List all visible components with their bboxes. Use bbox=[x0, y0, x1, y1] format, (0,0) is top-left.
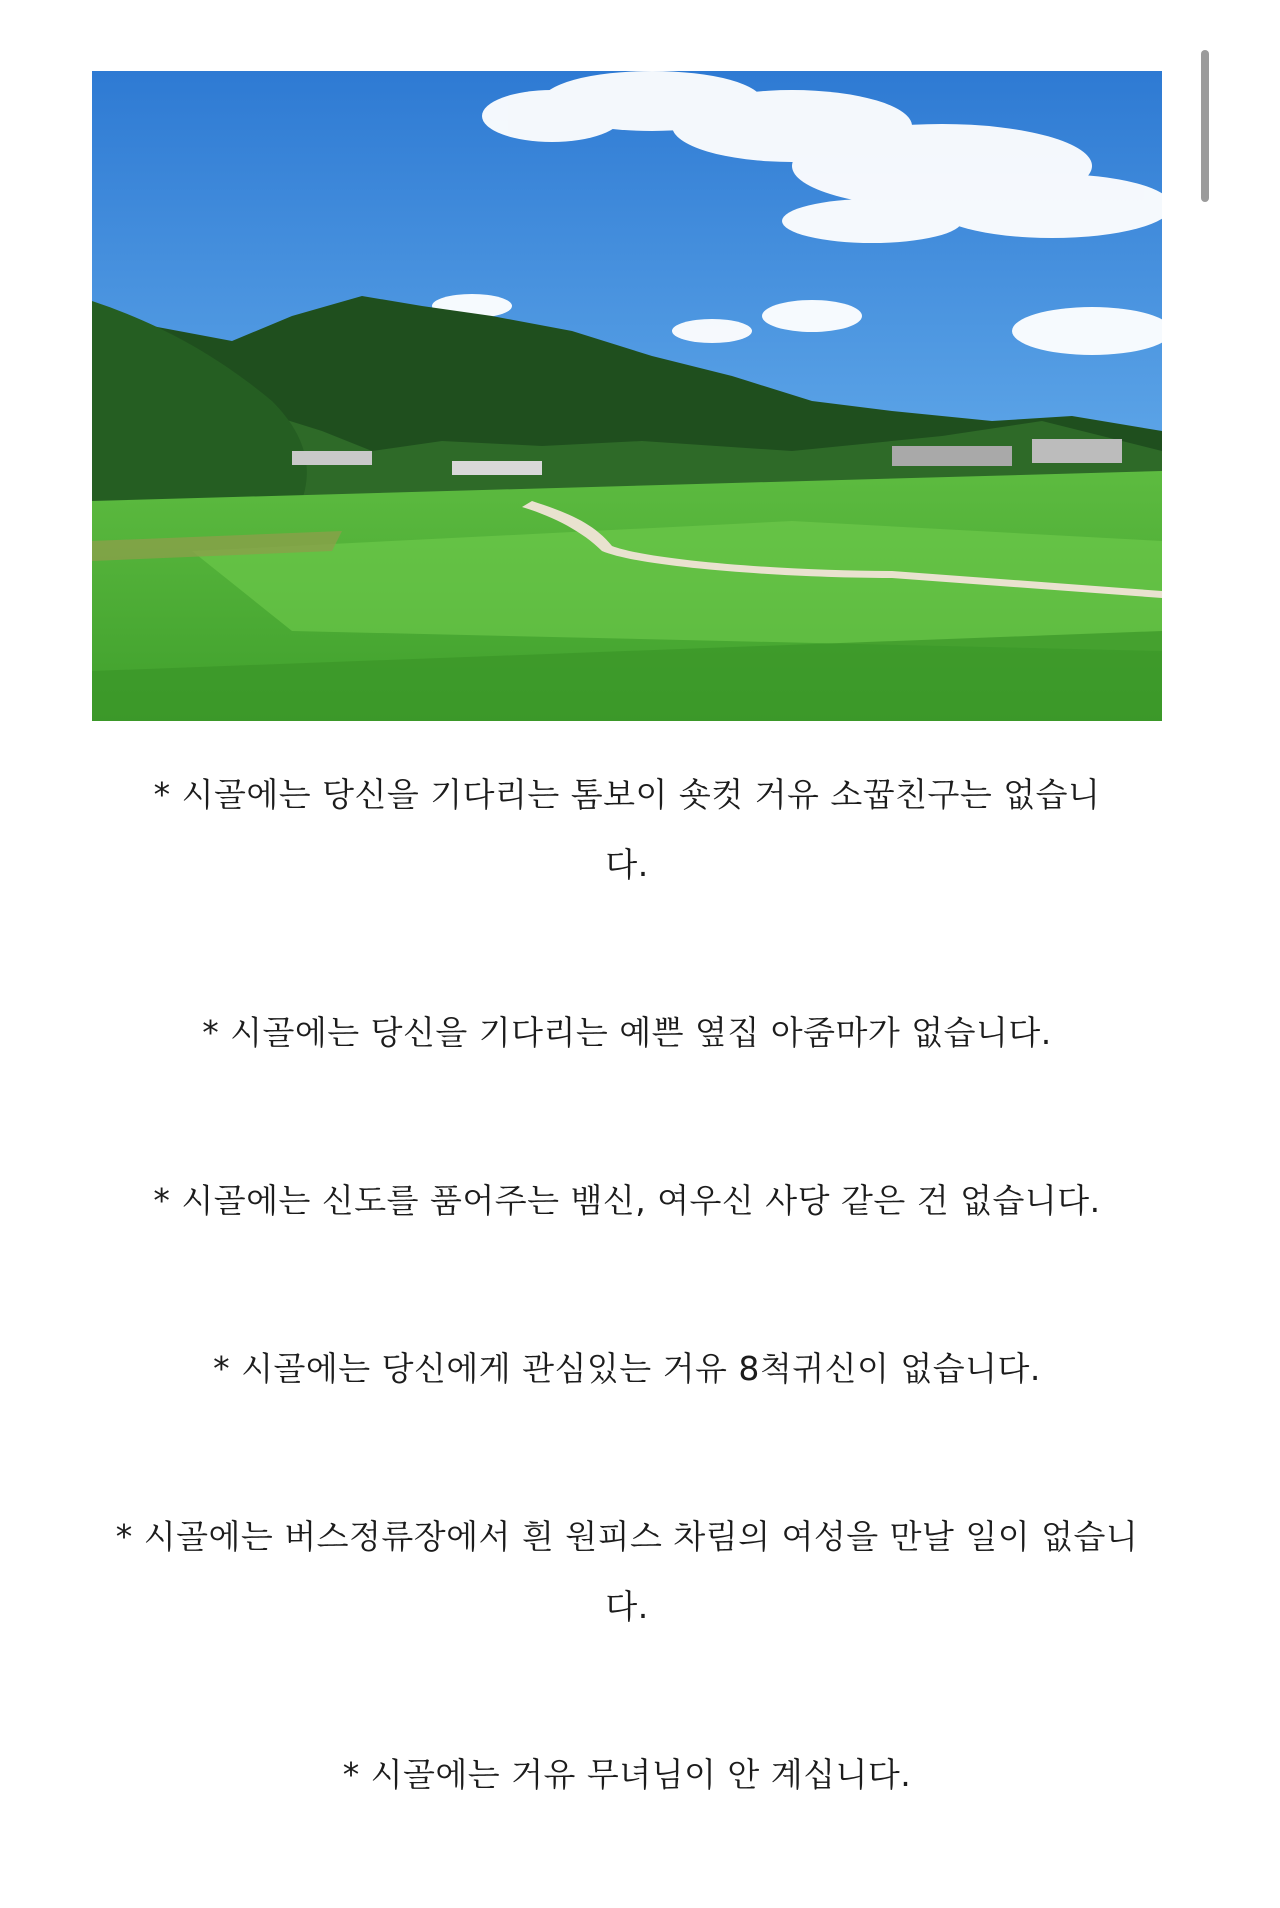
notes-list bbox=[92, 760, 1162, 1908]
countryside-landscape-photo bbox=[92, 71, 1162, 721]
note-1: * 시골에는 당신을 기다리는 톰보이 숏컷 거유 소꿉친구는 없습니다. bbox=[153, 775, 1101, 884]
note-5: * 시골에는 버스정류장에서 흰 원피스 차림의 여성을 만날 일이 없습니다. bbox=[115, 1517, 1139, 1626]
note-3: * 시골에는 신도를 품어주는 뱀신, 여우신 사당 같은 건 없습니다. bbox=[153, 1181, 1101, 1220]
note-2: * 시골에는 당신을 기다리는 예쁜 옆집 아줌마가 없습니다. bbox=[202, 1013, 1052, 1052]
note-6: * 시골에는 거유 무녀님이 안 계십니다. bbox=[342, 1755, 912, 1794]
landscape-image bbox=[92, 71, 1162, 721]
note-4: * 시골에는 당신에게 관심있는 거유 8척귀신이 없습니다. bbox=[213, 1349, 1041, 1388]
scrollbar-thumb[interactable] bbox=[1201, 50, 1209, 202]
